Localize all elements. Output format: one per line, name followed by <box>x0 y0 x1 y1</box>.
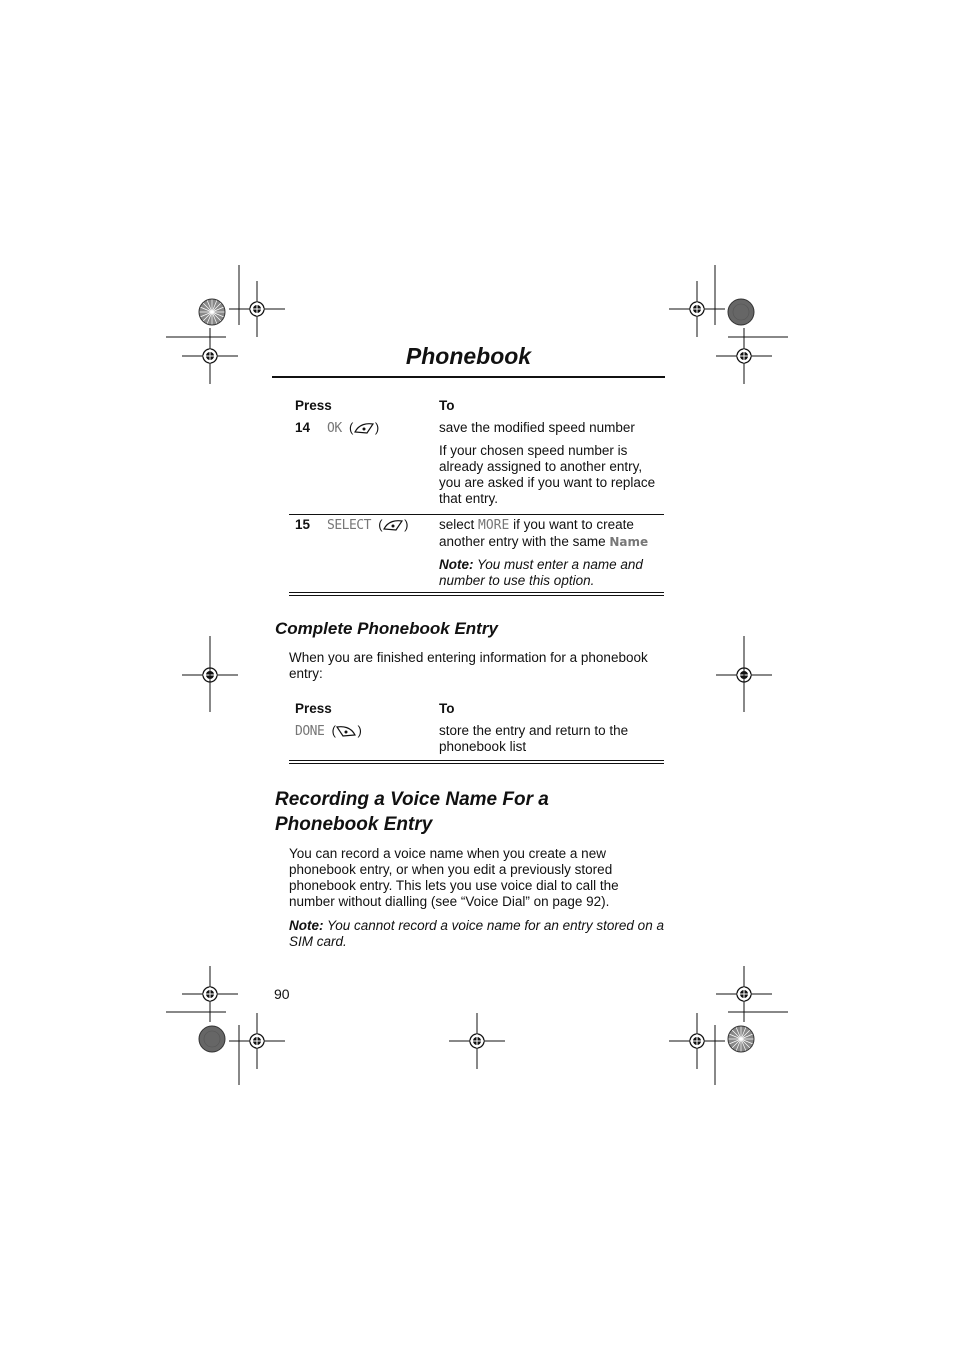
table-row <box>289 723 664 761</box>
registration-mark-icon <box>182 966 238 1022</box>
description-line: select MORE if you want to create another entry with the same Name <box>439 517 649 549</box>
starburst-icon <box>728 299 754 325</box>
registration-mark-icon <box>669 1013 725 1069</box>
row-description: store the entry and return to the phonebook list <box>439 723 629 754</box>
done-softkey-label: DONE ( ) <box>295 723 362 739</box>
step-number: 14 <box>295 420 311 435</box>
section-intro: When you are finished entering information for a phonebook entry: <box>289 650 648 681</box>
col-press-header: Press <box>295 398 332 413</box>
note: Note: You cannot record a voice name for an entry stored on a SIM card. <box>289 918 664 949</box>
note: Note: You must enter a name and number to use this option. <box>439 557 643 588</box>
starburst-icon <box>199 299 225 325</box>
steps-table <box>289 398 664 598</box>
table-row <box>289 420 664 515</box>
softkey-right-icon <box>382 518 404 532</box>
row-description <box>439 420 664 514</box>
page-number: 90 <box>274 986 290 1002</box>
header-rule <box>272 376 665 378</box>
name-field-label: Name <box>609 535 649 549</box>
table-end-rule <box>289 595 664 596</box>
page-title: Phonebook <box>405 343 532 369</box>
registration-mark-icon <box>716 328 772 384</box>
step-number: 15 <box>295 517 311 532</box>
description-line: If your chosen speed number is already assigned to another entry, you are asked if you want to replace that entry. <box>439 443 656 506</box>
registration-mark-icon <box>449 1013 505 1069</box>
col-to-header: To <box>439 398 455 413</box>
table-end-rule <box>289 592 664 593</box>
col-press-header: Press <box>295 701 332 716</box>
ok-softkey-label: OK ( ) <box>327 420 379 436</box>
registration-mark-icon <box>229 1013 285 1069</box>
section-heading: Complete Phonebook Entry <box>275 619 498 638</box>
section-heading: Recording a Voice Name For a Phonebook Entry <box>275 789 549 835</box>
softkey-right-icon <box>353 421 375 435</box>
more-option-label: MORE <box>478 518 510 533</box>
registration-mark-icon <box>229 281 285 337</box>
starburst-icon <box>199 1026 225 1052</box>
section-body: You can record a voice name when you create a new phonebook entry, or when you edit a previously stored phonebook entry. This lets you use voice dial to call the number without dialling (see “Voice Dial” on page 92). <box>289 846 619 909</box>
registration-mark-icon <box>716 966 772 1022</box>
done-table <box>289 701 664 767</box>
table-row <box>289 517 664 592</box>
select-softkey-label: SELECT ( ) <box>327 517 408 533</box>
row-description <box>439 517 664 596</box>
starburst-icon <box>728 1026 754 1052</box>
table-end-rule <box>289 763 664 764</box>
description-line: save the modified speed number <box>439 420 635 435</box>
row-divider <box>289 514 664 515</box>
registration-mark-icon <box>669 281 725 337</box>
softkey-left-icon <box>335 724 357 738</box>
table-end-rule <box>289 760 664 761</box>
col-to-header: To <box>439 701 455 716</box>
registration-mark-icon <box>182 328 238 384</box>
